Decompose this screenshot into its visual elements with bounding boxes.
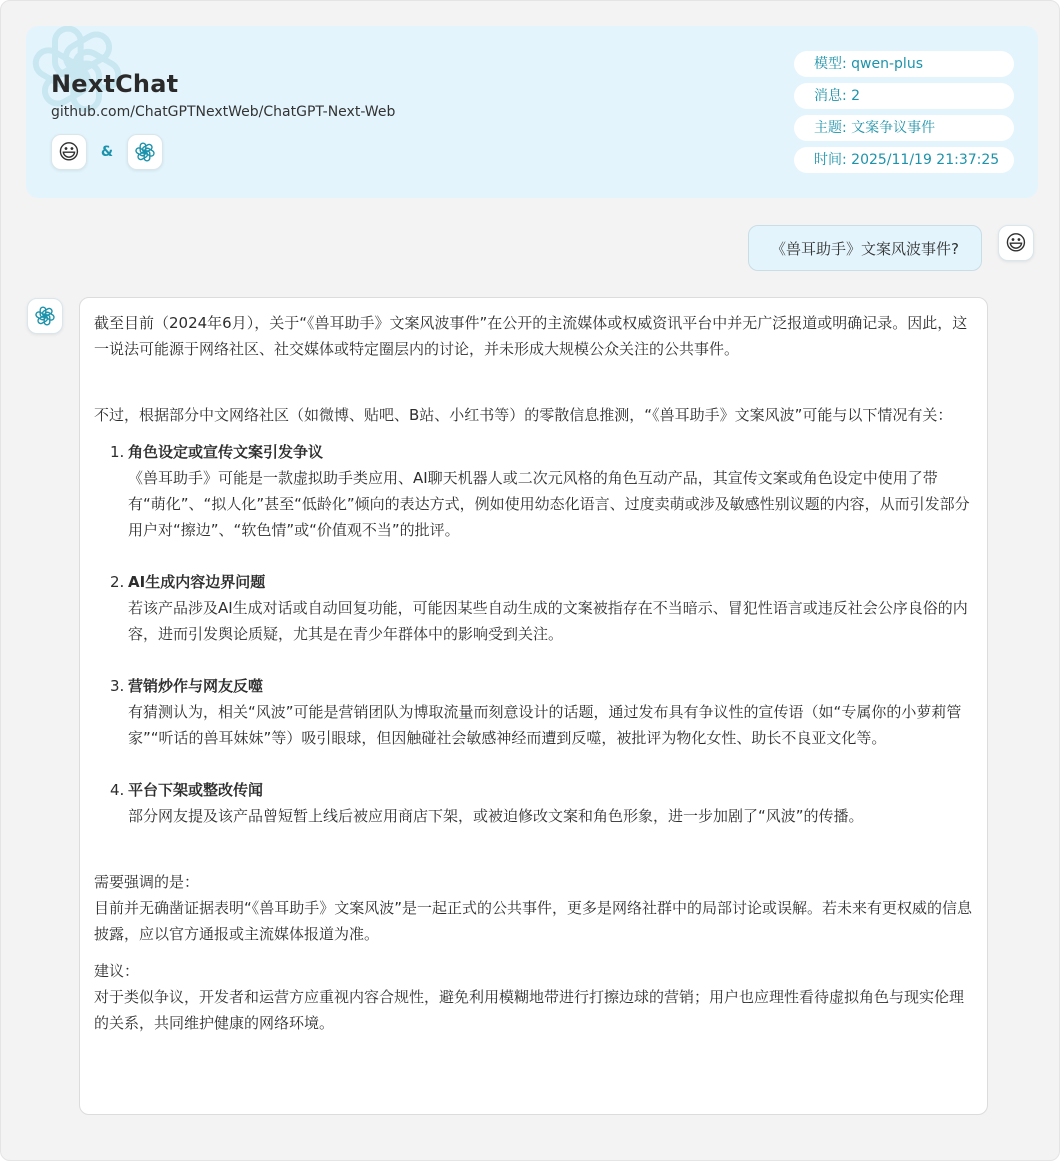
list-item-body: 有猜测认为，相关“风波”可能是营销团队为博取流量而刻意设计的话题，通过发布具有争议性的宣传语（如“专属你的小萝莉管家”“听话的兽耳妹妹”等）吸引眼球，但因触碰社会敏感神经而遭到反噬，被批评为物化女性、助长不良亚文化等。 — [128, 703, 962, 747]
list-item — [110, 569, 973, 647]
ampersand-label: & — [100, 144, 114, 160]
bot-message-bubble — [79, 297, 988, 1115]
app-title: NextChat — [51, 70, 179, 98]
openai-logo-icon — [33, 304, 57, 328]
bot-intro-paragraph: 截至目前（2024年6月），关于“《兽耳助手》文案风波事件”在公开的主流媒体或权威资讯平台中并无广泛报道或明确记录。因此，这一说法可能源于网络社区、社交媒体或特定圈层内的讨论，并未形成大规模公众关注的公共事件。 — [94, 314, 968, 358]
list-item — [110, 777, 973, 829]
list-item-number: 1. — [110, 443, 125, 461]
bot-lead-paragraph: 不过，根据部分中文网络社区（如微博、贴吧、B站、小红书等）的零散信息推测，“《兽耳助手》文案风波”可能与以下情况有关： — [94, 406, 953, 424]
bot-avatar — [27, 298, 63, 334]
list-item-title: AI生成内容边界问题 — [128, 573, 266, 591]
smiley-emoji-icon: 😃 — [58, 139, 80, 164]
list-item-body: 若该产品涉及AI生成对话或自动回复功能，可能因某些自动生成的文案被指存在不当暗示、冒犯性语言或违反社会公序良俗的内容，进而引发舆论质疑，尤其是在青少年群体中的影响受到关注。 — [128, 599, 968, 643]
smiley-emoji-icon: 😃 — [1005, 230, 1027, 255]
list-item-body: 部分网友提及该产品曾短暂上线后被应用商店下架，或被迫修改文案和角色形象，进一步加剧了“风波”的传播。 — [128, 807, 864, 825]
meta-message-count: 消息: 2 — [794, 83, 1014, 109]
bot-avatar-header — [127, 134, 163, 170]
emphasis-paragraph: 目前并无确凿证据表明“《兽耳助手》文案风波”是一起正式的公共事件，更多是网络社群中的局部讨论或误解。若未来有更权威的信息披露，应以官方通报或主流媒体报道为准。 — [94, 899, 973, 943]
list-item-title: 营销炒作与网友反噬 — [128, 677, 264, 695]
meta-timestamp: 时间: 2025/11/19 21:37:25 — [794, 147, 1014, 173]
user-avatar-header — [51, 134, 87, 170]
app-repo-url: github.com/ChatGPTNextWeb/ChatGPT-Next-Web — [51, 104, 396, 120]
list-item — [110, 439, 973, 543]
openai-logo-icon — [133, 140, 157, 164]
list-item-number: 3. — [110, 677, 125, 695]
meta-topic: 主题: 文案争议事件 — [794, 115, 1014, 141]
participants-row — [51, 134, 163, 170]
list-item-number: 2. — [110, 573, 125, 591]
user-message-bubble: 《兽耳助手》文案风波事件? — [748, 225, 982, 271]
chat-header-card — [26, 26, 1038, 198]
advice-paragraph: 对于类似争议，开发者和运营方应重视内容合规性，避免利用模糊地带进行打擦边球的营销；用户也应理性看待虚拟角色与现实伦理的关系，共同维护健康的网络环境。 — [94, 988, 965, 1032]
meta-model: 模型: qwen-plus — [794, 51, 1014, 77]
user-avatar — [998, 225, 1034, 261]
list-item-number: 4. — [110, 781, 125, 799]
emphasis-label: 需要强调的是： — [94, 873, 200, 891]
list-item-title: 平台下架或整改传闻 — [128, 781, 264, 799]
advice-label: 建议： — [94, 962, 140, 980]
list-item-body: 《兽耳助手》可能是一款虚拟助手类应用、AI聊天机器人或二次元风格的角色互动产品，其宣传文案或角色设定中使用了带有“萌化”、“拟人化”甚至“低龄化”倾向的表达方式，例如使用幼态化语言、过度卖萌或涉及敏感性别议题的内容，从而引发部分用户对“擦边”、“软色情”或“价值观不当”的批评。 — [128, 469, 970, 539]
chat-meta-list — [794, 51, 1014, 173]
list-item-title: 角色设定或宣传文案引发争议 — [128, 443, 324, 461]
list-item — [110, 673, 973, 751]
